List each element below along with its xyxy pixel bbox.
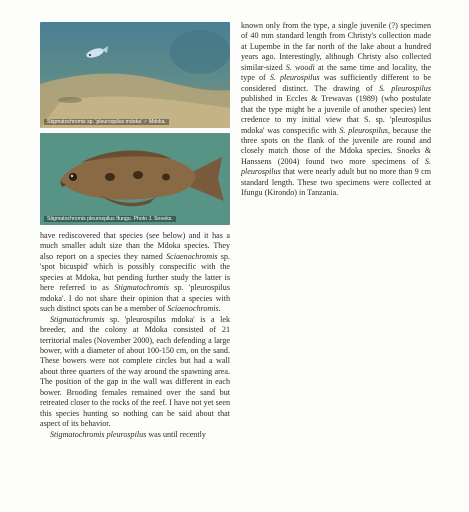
species-name: S. pleurospilus [339,125,388,135]
text-run: sp. 'pleurospilus mdoka' is a lek breeder, and the colony at Mdoka consisted of 21 territorial males (November 2000), each defending a large bower, with a diameter of about 100-150 cm, on the sand. These bowers were not complete circles but had a wall about three quarters of the way around the spawning area. The position of the gap in the wall was different in each bower. Brooding females remained over the sand but retreated closer to the rocks of the reef. I have not yet seen this species hunting so nothing can be said about that aspect of its behavior. [40,314,230,429]
text-run: known only from the type, a single juvenile (?) specimen of 40 mm standard length from Christy's collection made at Lupembe in the far north of the lake about a hundred years ago. Interestingly, although Christy also collected similar-sized [241,21,431,72]
species-name: Stigmatochromis [114,283,169,293]
species-name: Stigmatochromis pleurospilus [50,429,147,439]
body-text-left-column [40,231,230,440]
text-run: . [218,304,221,314]
text-run: sp. 'pleurospilus mdoka'. I do not share their opinion that a species with such distinct spots can be a member of [40,283,230,314]
species-name: Sciaenochromis [166,251,218,261]
text-run: was sufficiently different to be considered distinct. The drawing of [241,73,431,93]
text-run: was until recently [146,429,206,439]
text-run: sp. 'spot bicuspid' which is possibly conspecific with the species at Mdoka, but pending further study the latter is here referred to as [40,251,230,293]
text-run: that were nearly adult but no more than 9 cm standard length. These two specimens were collected at Ifungu (Kirondo) in Tanzania. [241,167,431,198]
paragraph [40,430,230,440]
text-run: have rediscovered that species (see below) and it has a much smaller adult size than the Mdoka species. They also report on a species they named [40,231,230,261]
paragraph [40,315,230,430]
photo-fish-closeup [40,133,230,225]
species-name: Stigmatochromis [50,314,105,324]
text-run: published in Eccles & Trewavas (1989) (who postulate that the type might be a juvenile of another species) lent credence to my initial view that S. sp. 'pleurospilus mdoka' was conspecific with [241,94,431,135]
text-run: at the same time and locality, the type of [241,62,431,83]
photo-fish-over-sand [40,22,230,128]
photo-fish-closeup-image [40,133,230,225]
species-name: S. pleurospilus [269,73,320,83]
text-run: , because the three spots on the flank of the juvenile are round and closely match those of the Mdoka species. Snoeks & Hanssens (2004) found two more specimens of [241,125,431,166]
species-name: S. pleurospilus [241,156,431,177]
paragraph [40,231,230,315]
photo-fish-over-sand-image [40,22,230,128]
body-text-right-column [241,21,431,199]
species-name: S. woodi [285,62,315,72]
photo-caption-bottom: Stigmatochromis pleurospilus Ifungu. Photo J. Snoeks. [44,216,176,222]
photo-caption-top: Stigmatochromis sp. 'pleurospilus mdoka' ♂ Mdoka. [44,119,169,125]
paragraph [241,21,431,199]
species-name: Sciaenochromis [167,304,219,314]
species-name: S. pleurospilus [378,83,431,93]
